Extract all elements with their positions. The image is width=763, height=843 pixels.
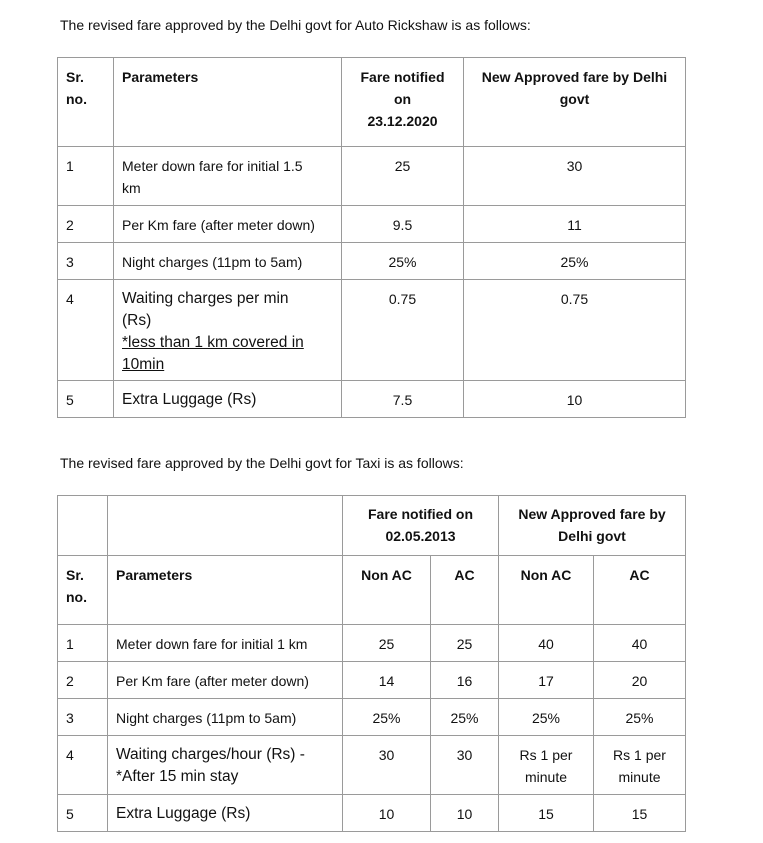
new-fare-cell: 0.75 <box>464 280 686 381</box>
table-row <box>58 736 686 795</box>
param-cell: Extra Luggage (Rs) <box>108 795 343 832</box>
taxi-group-fare-notified: Fare notified on 02.05.2013 <box>343 496 499 556</box>
param-cell: Extra Luggage (Rs) <box>114 381 342 418</box>
sr-cell: 2 <box>58 206 114 243</box>
table-row <box>58 147 686 206</box>
auto-header-sr: Sr. no. <box>58 58 114 147</box>
taxi-header-row <box>58 556 686 625</box>
old-fare-cell: 25 <box>342 147 464 206</box>
table-row <box>58 243 686 280</box>
sr-cell: 1 <box>58 625 108 662</box>
old-ac-cell: 25% <box>431 699 499 736</box>
old-fare-cell: 9.5 <box>342 206 464 243</box>
new-ac-cell: 40 <box>594 625 686 662</box>
table-row <box>58 206 686 243</box>
old-non-ac-cell: 14 <box>343 662 431 699</box>
table-row <box>58 795 686 832</box>
taxi-group-blank <box>108 496 343 556</box>
new-non-ac-cell: 25% <box>499 699 594 736</box>
new-fare-cell: 10 <box>464 381 686 418</box>
taxi-group-blank <box>58 496 108 556</box>
old-non-ac-cell: 30 <box>343 736 431 795</box>
old-fare-cell: 0.75 <box>342 280 464 381</box>
sr-cell: 5 <box>58 795 108 832</box>
param-cell: Meter down fare for initial 1.5 km <box>114 147 342 206</box>
taxi-group-header-row <box>58 496 686 556</box>
taxi-intro-text: The revised fare approved by the Delhi govt for Taxi is as follows: <box>60 455 464 471</box>
new-non-ac-cell: 17 <box>499 662 594 699</box>
table-row <box>58 280 686 381</box>
sr-cell: 4 <box>58 280 114 381</box>
new-fare-cell: 11 <box>464 206 686 243</box>
auto-header-new-fare: New Approved fare by Delhi govt <box>464 58 686 147</box>
sr-cell: 4 <box>58 736 108 795</box>
taxi-fare-table <box>57 495 686 832</box>
param-cell: Night charges (11pm to 5am) <box>114 243 342 280</box>
sr-cell: 5 <box>58 381 114 418</box>
table-row <box>58 699 686 736</box>
sr-cell: 3 <box>58 699 108 736</box>
old-ac-cell: 30 <box>431 736 499 795</box>
param-cell: Waiting charges per min (Rs) *less than 1 km covered in 10min <box>114 280 342 381</box>
table-row <box>58 381 686 418</box>
taxi-header-old-ac: AC <box>431 556 499 625</box>
auto-header-row <box>58 58 686 147</box>
new-ac-cell: 20 <box>594 662 686 699</box>
old-non-ac-cell: 25 <box>343 625 431 662</box>
taxi-header-sr: Sr. no. <box>58 556 108 625</box>
new-ac-cell: Rs 1 per minute <box>594 736 686 795</box>
waiting-note: 10min <box>122 356 165 373</box>
auto-intro-text: The revised fare approved by the Delhi govt for Auto Rickshaw is as follows: <box>60 17 531 33</box>
old-fare-cell: 7.5 <box>342 381 464 418</box>
table-row <box>58 662 686 699</box>
old-non-ac-cell: 25% <box>343 699 431 736</box>
waiting-note: *less than 1 km covered in <box>122 334 304 351</box>
auto-header-parameters: Parameters <box>114 58 342 147</box>
param-cell: Night charges (11pm to 5am) <box>108 699 343 736</box>
new-non-ac-cell: 40 <box>499 625 594 662</box>
param-cell: Per Km fare (after meter down) <box>108 662 343 699</box>
taxi-group-new-fare: New Approved fare by Delhi govt <box>499 496 686 556</box>
table-row <box>58 625 686 662</box>
old-non-ac-cell: 10 <box>343 795 431 832</box>
new-non-ac-cell: 15 <box>499 795 594 832</box>
old-fare-cell: 25% <box>342 243 464 280</box>
sr-cell: 2 <box>58 662 108 699</box>
auto-header-fare-notified: Fare notified on 23.12.2020 <box>342 58 464 147</box>
taxi-header-new-ac: AC <box>594 556 686 625</box>
old-ac-cell: 16 <box>431 662 499 699</box>
param-cell: Waiting charges/hour (Rs) - *After 15 min stay <box>108 736 343 795</box>
taxi-header-old-non-ac: Non AC <box>343 556 431 625</box>
new-fare-cell: 30 <box>464 147 686 206</box>
taxi-header-parameters: Parameters <box>108 556 343 625</box>
sr-cell: 3 <box>58 243 114 280</box>
param-cell: Meter down fare for initial 1 km <box>108 625 343 662</box>
new-non-ac-cell: Rs 1 per minute <box>499 736 594 795</box>
old-ac-cell: 10 <box>431 795 499 832</box>
param-cell: Per Km fare (after meter down) <box>114 206 342 243</box>
sr-cell: 1 <box>58 147 114 206</box>
new-ac-cell: 25% <box>594 699 686 736</box>
new-fare-cell: 25% <box>464 243 686 280</box>
auto-fare-table <box>57 57 686 418</box>
new-ac-cell: 15 <box>594 795 686 832</box>
taxi-header-new-non-ac: Non AC <box>499 556 594 625</box>
old-ac-cell: 25 <box>431 625 499 662</box>
